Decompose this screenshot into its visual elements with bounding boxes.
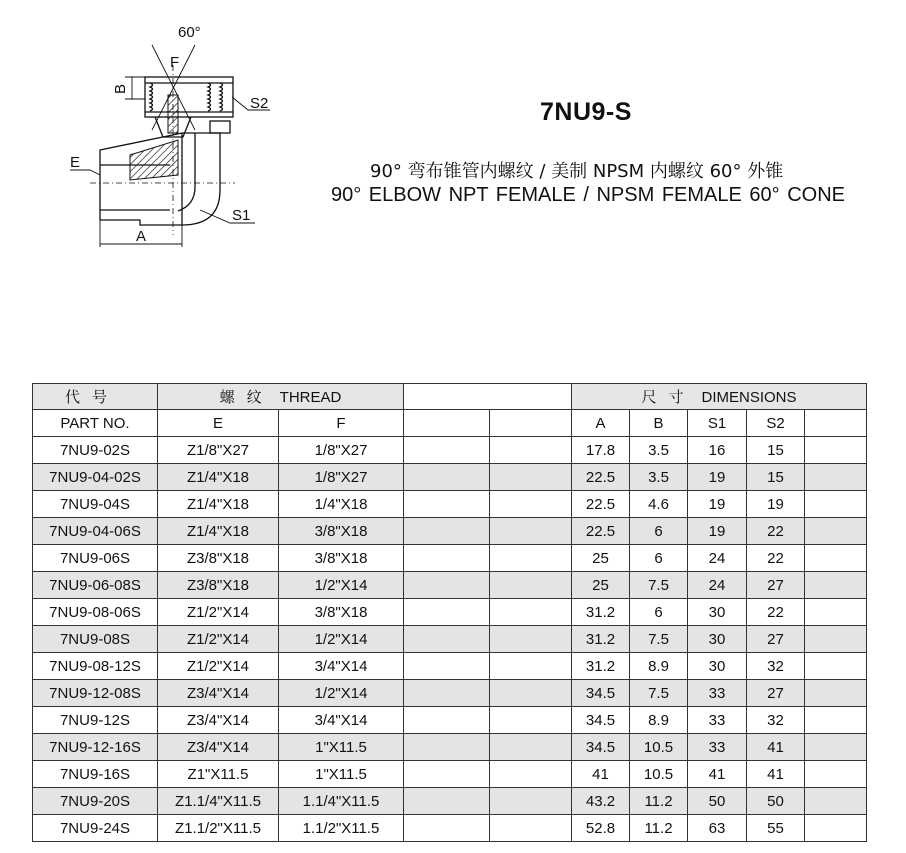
- cell-b: 6: [630, 599, 688, 626]
- cell-b: 10.5: [630, 761, 688, 788]
- cell-a: 34.5: [572, 734, 630, 761]
- cell-e: Z1/4"X18: [158, 491, 279, 518]
- cell-s2: 22: [747, 545, 805, 572]
- cell-blank: [805, 599, 867, 626]
- cell-e: Z1"X11.5: [158, 761, 279, 788]
- e-label: E: [70, 154, 81, 171]
- cell-s1: 19: [688, 464, 747, 491]
- cell-b: 8.9: [630, 707, 688, 734]
- cell-s2: 15: [747, 437, 805, 464]
- cell-blank: [490, 491, 572, 518]
- cell-blank: [404, 653, 490, 680]
- table-subheader-row: [33, 410, 867, 437]
- cell-blank: [490, 464, 572, 491]
- cell-blank: [404, 761, 490, 788]
- cell-s2: 32: [747, 707, 805, 734]
- cell-a: 34.5: [572, 707, 630, 734]
- cell-s2: 41: [747, 761, 805, 788]
- cell-blank: [490, 734, 572, 761]
- cell-blank: [805, 734, 867, 761]
- cell-b: 3.5: [630, 464, 688, 491]
- cell-b: 4.6: [630, 491, 688, 518]
- cell-s2: 27: [747, 626, 805, 653]
- table-row: [33, 761, 867, 788]
- cell-blank: [490, 437, 572, 464]
- subtitle-english: 90° ELBOW NPT FEMALE / NPSM FEMALE 60° CONE: [331, 184, 845, 206]
- header-blank-2: [490, 410, 572, 437]
- cell-f: 1/2"X14: [279, 572, 404, 599]
- cell-b: 7.5: [630, 572, 688, 599]
- header-thread: 螺纹 THREAD: [158, 384, 404, 410]
- cell-a: 22.5: [572, 491, 630, 518]
- page-title: 7NU9-S: [540, 98, 632, 126]
- cell-f: 1/8"X27: [279, 464, 404, 491]
- cell-f: 1"X11.5: [279, 734, 404, 761]
- cell-blank: [404, 545, 490, 572]
- cell-f: 1.1/2"X11.5: [279, 815, 404, 842]
- cell-f: 1.1/4"X11.5: [279, 788, 404, 815]
- cell-a: 22.5: [572, 464, 630, 491]
- cell-blank: [404, 788, 490, 815]
- cell-blank: [490, 518, 572, 545]
- cell-e: Z3/8"X18: [158, 572, 279, 599]
- cell-a: 25: [572, 545, 630, 572]
- header-s1: S1: [688, 410, 747, 437]
- cell-e: Z3/4"X14: [158, 734, 279, 761]
- cell-s2: 32: [747, 653, 805, 680]
- cell-blank: [490, 707, 572, 734]
- cell-e: Z1/4"X18: [158, 518, 279, 545]
- cell-blank: [490, 815, 572, 842]
- cell-e: Z1.1/2"X11.5: [158, 815, 279, 842]
- cell-s1: 33: [688, 734, 747, 761]
- cell-blank: [404, 518, 490, 545]
- cell-f: 1/4"X18: [279, 491, 404, 518]
- cell-s2: 27: [747, 572, 805, 599]
- cell-f: 3/4"X14: [279, 653, 404, 680]
- cell-f: 1/8"X27: [279, 437, 404, 464]
- cell-f: 1/2"X14: [279, 680, 404, 707]
- cell-s1: 24: [688, 545, 747, 572]
- cell-s1: 41: [688, 761, 747, 788]
- cell-blank: [490, 788, 572, 815]
- f-label: F: [170, 54, 180, 71]
- cell-blank: [805, 653, 867, 680]
- cell-s1: 24: [688, 572, 747, 599]
- table-row: [33, 653, 867, 680]
- cell-blank: [490, 761, 572, 788]
- cell-f: 1"X11.5: [279, 761, 404, 788]
- cell-e: Z3/4"X14: [158, 680, 279, 707]
- cell-b: 7.5: [630, 680, 688, 707]
- table-row: [33, 518, 867, 545]
- cell-blank: [404, 464, 490, 491]
- cell-b: 7.5: [630, 626, 688, 653]
- table-header-row: [33, 384, 867, 410]
- cell-b: 11.2: [630, 815, 688, 842]
- header-b: B: [630, 410, 688, 437]
- cell-e: Z3/8"X18: [158, 545, 279, 572]
- cell-e: Z1.1/4"X11.5: [158, 788, 279, 815]
- cell-blank: [404, 626, 490, 653]
- cell-b: 8.9: [630, 653, 688, 680]
- angle-label: 60°: [178, 24, 201, 41]
- fitting-drawing: [60, 15, 300, 255]
- cell-part-no: 7NU9-08-06S: [33, 599, 158, 626]
- cell-part-no: 7NU9-02S: [33, 437, 158, 464]
- cell-b: 3.5: [630, 437, 688, 464]
- cell-part-no: 7NU9-16S: [33, 761, 158, 788]
- cell-e: Z1/4"X18: [158, 464, 279, 491]
- cell-blank: [490, 653, 572, 680]
- cell-blank: [490, 545, 572, 572]
- cell-a: 17.8: [572, 437, 630, 464]
- cell-s2: 22: [747, 518, 805, 545]
- cell-part-no: 7NU9-12S: [33, 707, 158, 734]
- a-label: A: [136, 228, 147, 245]
- table-row: [33, 734, 867, 761]
- table-row: [33, 491, 867, 518]
- cell-s1: 16: [688, 437, 747, 464]
- cell-blank: [490, 680, 572, 707]
- cell-f: 3/8"X18: [279, 599, 404, 626]
- cell-a: 25: [572, 572, 630, 599]
- cell-s1: 30: [688, 599, 747, 626]
- cell-e: Z3/4"X14: [158, 707, 279, 734]
- header-blank: [404, 384, 572, 410]
- cell-s1: 19: [688, 518, 747, 545]
- table-row: [33, 572, 867, 599]
- cell-b: 11.2: [630, 788, 688, 815]
- cell-e: Z1/8"X27: [158, 437, 279, 464]
- cell-part-no: 7NU9-12-16S: [33, 734, 158, 761]
- cell-e: Z1/2"X14: [158, 599, 279, 626]
- header-s2: S2: [747, 410, 805, 437]
- cell-part-no: 7NU9-04S: [33, 491, 158, 518]
- header-e: E: [158, 410, 279, 437]
- table-row: [33, 599, 867, 626]
- cell-a: 34.5: [572, 680, 630, 707]
- cell-a: 31.2: [572, 599, 630, 626]
- cell-b: 6: [630, 518, 688, 545]
- cell-s2: 15: [747, 464, 805, 491]
- subtitle-chinese: 90° 弯布锥管内螺纹 / 美制 NPSM 内螺纹 60° 外锥: [370, 161, 784, 182]
- cell-blank: [404, 572, 490, 599]
- header-dimensions: 尺寸 DIMENSIONS: [572, 384, 867, 410]
- table-row: [33, 788, 867, 815]
- cell-blank: [805, 788, 867, 815]
- cell-a: 41: [572, 761, 630, 788]
- cell-s1: 30: [688, 626, 747, 653]
- cell-blank: [805, 680, 867, 707]
- cell-blank: [805, 545, 867, 572]
- cell-blank: [490, 599, 572, 626]
- cell-part-no: 7NU9-08-12S: [33, 653, 158, 680]
- cell-blank: [404, 815, 490, 842]
- cell-s1: 19: [688, 491, 747, 518]
- cell-blank: [805, 437, 867, 464]
- cell-part-no: 7NU9-06S: [33, 545, 158, 572]
- header-code: 代号: [33, 384, 158, 410]
- cell-s2: 19: [747, 491, 805, 518]
- cell-blank: [404, 437, 490, 464]
- cell-s2: 50: [747, 788, 805, 815]
- cell-e: Z1/2"X14: [158, 626, 279, 653]
- cell-blank: [490, 572, 572, 599]
- cell-part-no: 7NU9-06-08S: [33, 572, 158, 599]
- cell-blank: [805, 815, 867, 842]
- header-blank-3: [805, 410, 867, 437]
- cell-blank: [805, 518, 867, 545]
- cell-blank: [805, 626, 867, 653]
- table-row: [33, 680, 867, 707]
- cell-s2: 55: [747, 815, 805, 842]
- table-row: [33, 545, 867, 572]
- cell-s2: 22: [747, 599, 805, 626]
- cell-part-no: 7NU9-12-08S: [33, 680, 158, 707]
- header-blank-1: [404, 410, 490, 437]
- cell-f: 1/2"X14: [279, 626, 404, 653]
- cell-a: 31.2: [572, 653, 630, 680]
- table-row: [33, 437, 867, 464]
- cell-part-no: 7NU9-24S: [33, 815, 158, 842]
- s1-label: S1: [232, 207, 251, 224]
- cell-s1: 33: [688, 707, 747, 734]
- table-row: [33, 626, 867, 653]
- cell-s1: 30: [688, 653, 747, 680]
- cell-blank: [404, 707, 490, 734]
- header-a: A: [572, 410, 630, 437]
- cell-a: 31.2: [572, 626, 630, 653]
- table-row: [33, 707, 867, 734]
- cell-s1: 63: [688, 815, 747, 842]
- dimensions-table: [32, 383, 867, 842]
- cell-b: 6: [630, 545, 688, 572]
- cell-blank: [805, 464, 867, 491]
- header-f: F: [279, 410, 404, 437]
- cell-a: 52.8: [572, 815, 630, 842]
- cell-blank: [805, 572, 867, 599]
- cell-s2: 27: [747, 680, 805, 707]
- table-row: [33, 815, 867, 842]
- cell-s1: 33: [688, 680, 747, 707]
- cell-blank: [404, 734, 490, 761]
- cell-a: 43.2: [572, 788, 630, 815]
- cell-b: 10.5: [630, 734, 688, 761]
- cell-a: 22.5: [572, 518, 630, 545]
- cell-e: Z1/2"X14: [158, 653, 279, 680]
- cell-s1: 50: [688, 788, 747, 815]
- header-part-no: PART NO.: [33, 410, 158, 437]
- cell-f: 3/8"X18: [279, 545, 404, 572]
- s2-label: S2: [250, 95, 269, 112]
- cell-part-no: 7NU9-20S: [33, 788, 158, 815]
- cell-part-no: 7NU9-04-02S: [33, 464, 158, 491]
- cell-blank: [490, 626, 572, 653]
- cell-part-no: 7NU9-04-06S: [33, 518, 158, 545]
- cell-f: 3/8"X18: [279, 518, 404, 545]
- cell-blank: [404, 680, 490, 707]
- cell-blank: [805, 761, 867, 788]
- b-label: B: [112, 83, 129, 94]
- cell-blank: [805, 707, 867, 734]
- table-row: [33, 464, 867, 491]
- cell-blank: [805, 491, 867, 518]
- cell-s2: 41: [747, 734, 805, 761]
- cell-part-no: 7NU9-08S: [33, 626, 158, 653]
- cell-f: 3/4"X14: [279, 707, 404, 734]
- cell-blank: [404, 599, 490, 626]
- cell-blank: [404, 491, 490, 518]
